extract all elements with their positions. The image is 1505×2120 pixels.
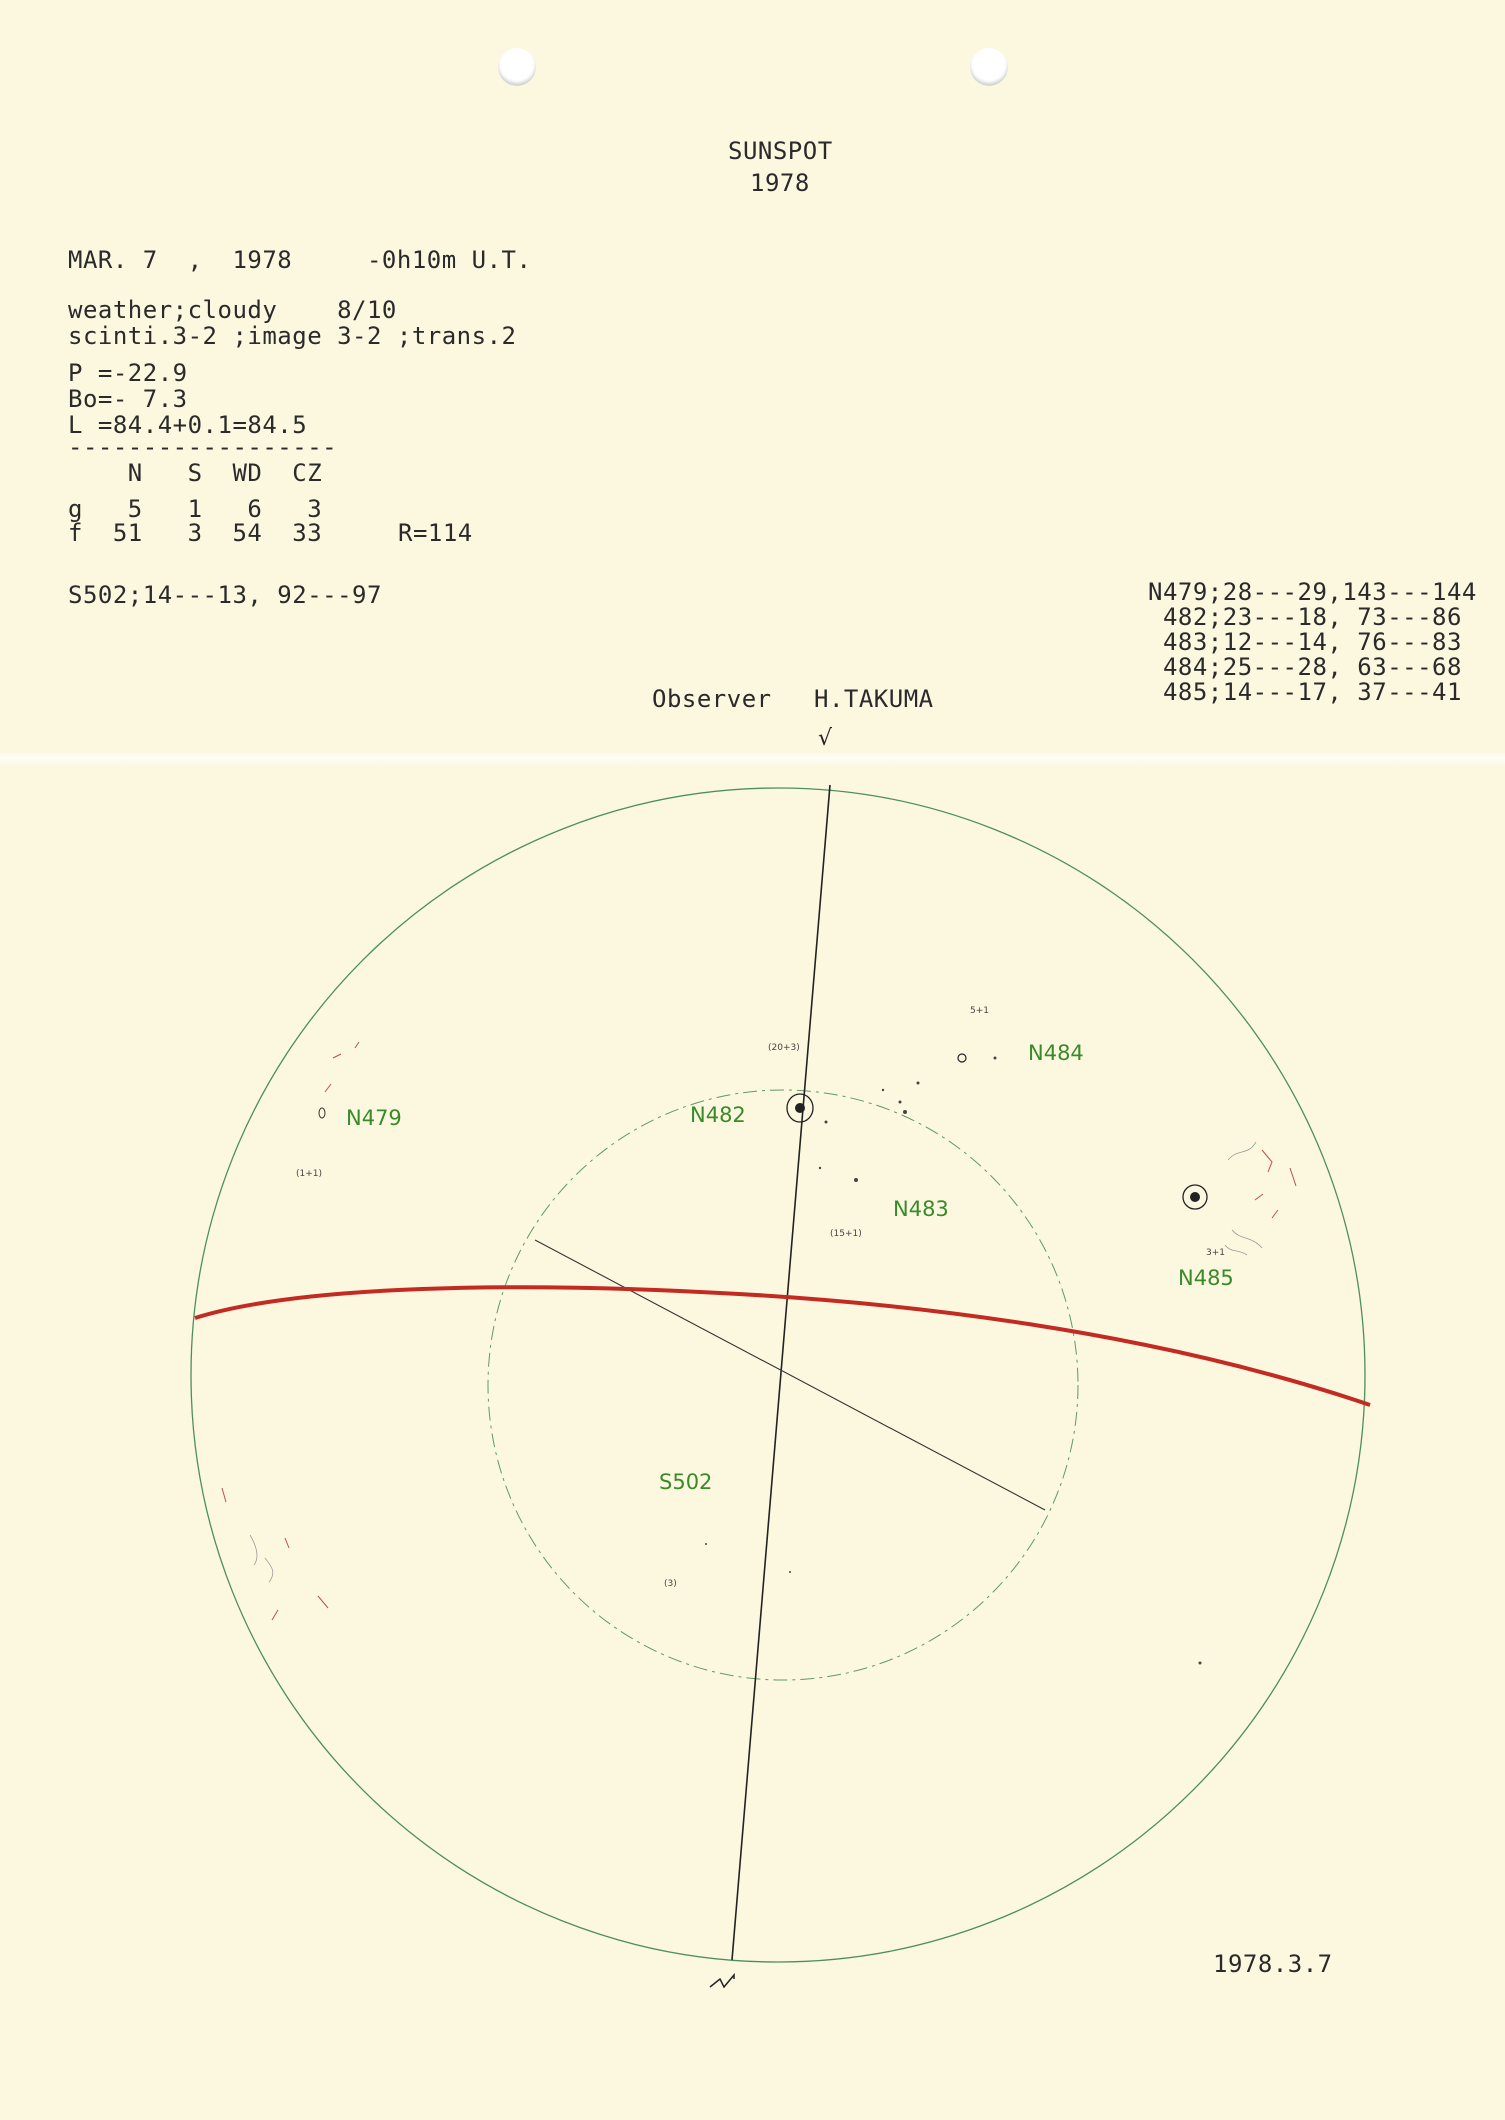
weather-line: weather;cloudy 8/10 [68, 296, 397, 324]
footer-date: 1978.3.7 [1213, 1950, 1333, 1978]
diagonal-line [535, 1240, 1045, 1510]
spot-specks [705, 1057, 1202, 1665]
sunspot-n482-umbra [795, 1103, 805, 1113]
group-label-n483: N483 [893, 1197, 949, 1221]
counts-header: N S WD CZ [68, 459, 323, 487]
observer-label: Observer [652, 685, 772, 713]
polar-axis [732, 785, 830, 1960]
counts-f-row: f 51 3 54 33 [68, 519, 323, 547]
north-mark: √ [818, 726, 833, 751]
inner-circle [488, 1090, 1078, 1680]
north-group-row: 484;25---28, 63---68 [1148, 653, 1462, 681]
observer-name: H.TAKUMA [814, 685, 934, 713]
group-label-n484: N484 [1028, 1041, 1084, 1065]
north-group-row: 482;23---18, 73---86 [1148, 603, 1462, 631]
spot-count-n479: (1+1) [296, 1169, 323, 1179]
sunspot-n479 [319, 1108, 325, 1118]
bo-value: Bo=- 7.3 [68, 385, 188, 413]
p-angle: P =-22.9 [68, 359, 188, 387]
observation-date: MAR. 7 , 1978 -0h10m U.T. [68, 246, 532, 274]
seeing-line: scinti.3-2 ;image 3-2 ;trans.2 [68, 322, 517, 350]
south-mark [710, 1975, 734, 1987]
spot-count-n483: (15+1) [830, 1229, 862, 1239]
group-label-s502: S502 [659, 1470, 713, 1494]
spot-count-n482: (20+3) [768, 1043, 800, 1053]
solar-limb [191, 788, 1365, 1962]
divider-line: ------------------ [68, 433, 338, 461]
north-group-row: N479;28---29,143---144 [1148, 578, 1477, 606]
spot-count-s502: (3) [664, 1579, 677, 1589]
group-label-n482: N482 [690, 1103, 746, 1127]
north-group-row: 483;12---14, 76---83 [1148, 628, 1462, 656]
counts-g-row: g 5 1 6 3 [68, 495, 323, 523]
south-group-row: S502;14---13, 92---97 [68, 581, 382, 609]
sunspot-n484 [958, 1054, 966, 1062]
l-value: L =84.4+0.1=84.5 [68, 411, 308, 439]
r-value: R=114 [398, 519, 473, 547]
sunspot-n485-umbra [1190, 1192, 1200, 1202]
spot-count-n485: 3+1 [1206, 1248, 1225, 1258]
group-label-n485: N485 [1178, 1266, 1234, 1290]
faculae-marks-gray [250, 1142, 1262, 1582]
north-group-row: 485;14---17, 37---41 [1148, 678, 1462, 706]
page-year: 1978 [750, 169, 810, 197]
page-title: SUNSPOТ [728, 137, 833, 165]
spot-count-n484: 5+1 [970, 1006, 989, 1016]
group-label-n479: N479 [346, 1106, 402, 1130]
